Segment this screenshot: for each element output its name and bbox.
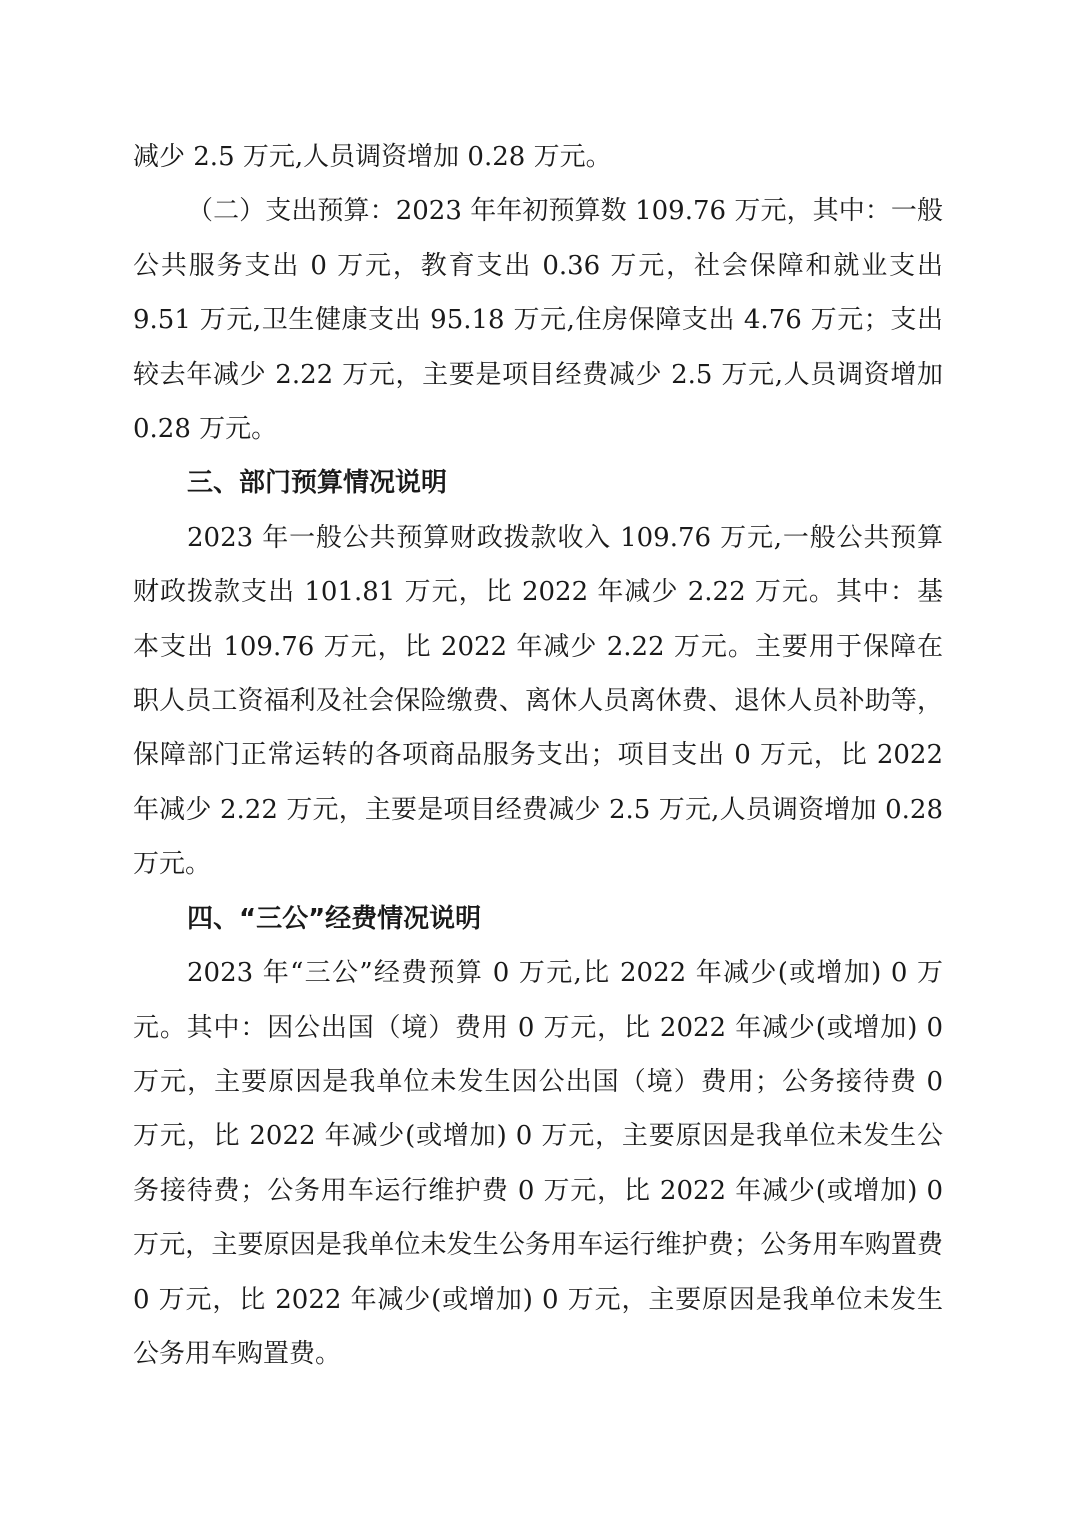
section-heading-three-public-expenses: 四、“三公”经费情况说明 [187, 903, 482, 934]
section-heading-department-budget: 三、部门预算情况说明 [187, 468, 448, 499]
paragraph-three-public-expenses: 2023 年“三公”经费预算 0 万元,比 2022 年减少(或增加) 0 万元。其中：因公出国（境）费用 0 万元，比 2022 年减少(或增加) 0 万元，主要原因是我单位未发生因公出国（境）费用；公务接待费 0 万元，比 2022 年减少(或增加) 0 万元，主要原因是我单位未发生公务接待费；公务用车运行维护费 0 万元，比 2022 年减少(或增加) 0 万元，主要原因是我单位未发生公务用车运行维护费；公务用车购置费 0 万元，比 2022 年减少(或增加) 0 万元，主要原因是我单位未发生公务用车购置费。 [133, 958, 943, 1369]
paragraph-department-budget: 2023 年一般公共预算财政拨款收入 109.76 万元,一般公共预算财政拨款支出 101.81 万元，比 2022 年减少 2.22 万元。其中：基本支出 109.76 万元，比 2022 年减少 2.22 万元。主要用于保障在职人员工资福利及社会保险缴费、离休人员离休费、退休人员补助等，保障部门正常运转的各项商品服务支出；项目支出 0 万元，比 2022 年减少 2.22 万元，主要是项目经费减少 2.5 万元,人员调资增加 0.28 万元。 [133, 522, 943, 880]
document-body [133, 130, 943, 1381]
paragraph-continuation: 减少 2.5 万元,人员调资增加 0.28 万元。 [133, 142, 612, 172]
paragraph-expenditure-budget: （二）支出预算：2023 年年初预算数 109.76 万元，其中：一般公共服务支出 0 万元，教育支出 0.36 万元，社会保障和就业支出 9.51 万元,卫生健康支出 95.18 万元,住房保障支出 4.76 万元；支出较去年减少 2.22 万元，主要是项目经费减少 2.5 万元,人员调资增加 0.28 万元。 [133, 196, 943, 445]
